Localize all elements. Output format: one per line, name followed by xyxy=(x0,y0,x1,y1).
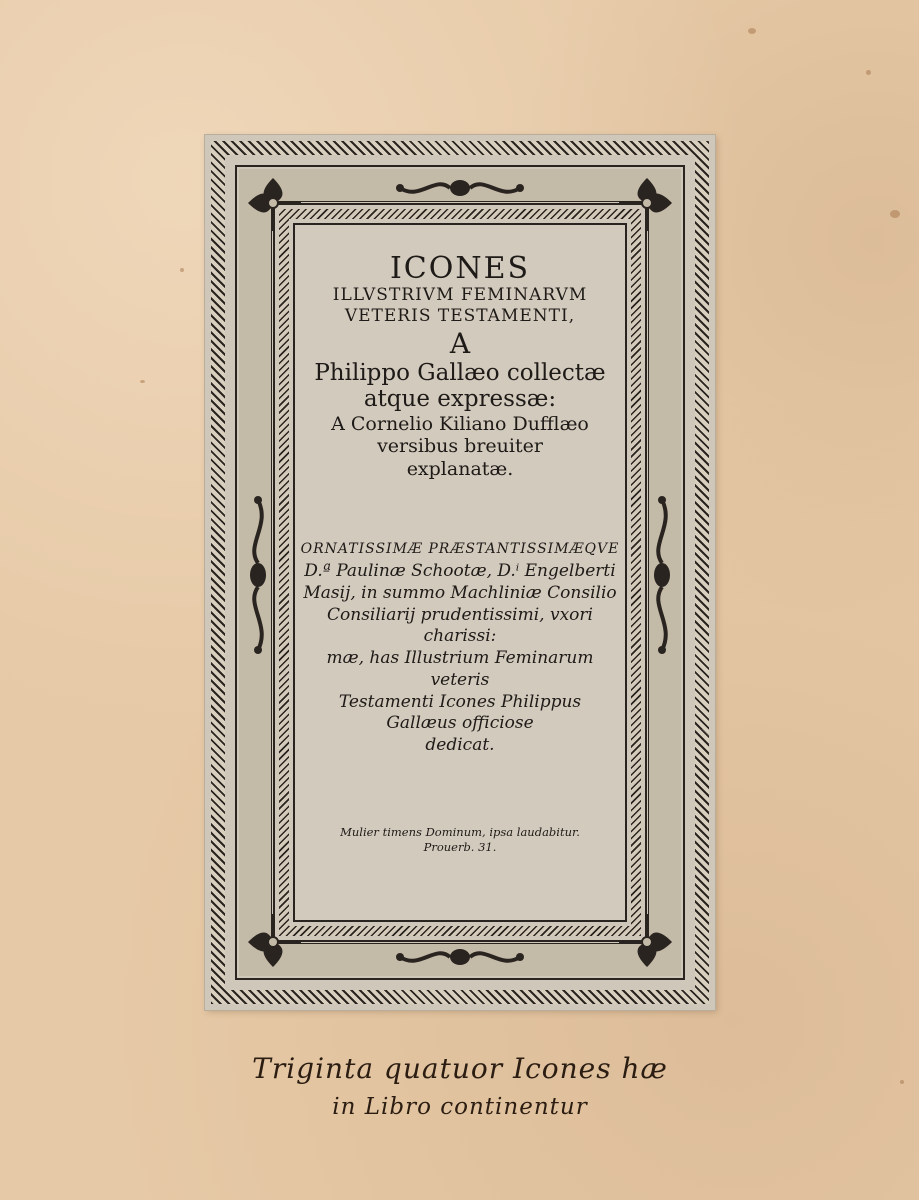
corner-ornament-icon xyxy=(243,173,303,233)
title-line: Philippo Gallæo collectæ xyxy=(314,359,606,386)
title-line: explanatæ. xyxy=(406,458,514,481)
handwritten-note-line: Triginta quatuor Icones hæ xyxy=(252,1052,668,1085)
foxing-spot xyxy=(140,380,145,383)
dedication-line: Gallæus officiose xyxy=(386,713,534,734)
foxing-spot xyxy=(890,210,900,218)
foxing-spot xyxy=(866,70,871,75)
foxing-spot xyxy=(900,1080,904,1084)
title-line: A Cornelio Kiliano Dufflæo xyxy=(331,412,589,435)
title-line: ICONES xyxy=(389,251,531,286)
dedication-line: D.ª Paulinæ Schootæ, D.ⁱ Engelberti xyxy=(304,561,616,582)
dedication-line: Consiliarij prudentissimi, vxori charissi: xyxy=(327,604,593,647)
corner-ornament-icon xyxy=(617,912,677,972)
corner-ornament-icon xyxy=(617,173,677,233)
dedication-line: Testamenti Icones Philippus xyxy=(338,691,582,712)
corner-ornament-icon xyxy=(243,912,303,972)
foxing-spot xyxy=(748,28,756,34)
scroll-ornament-icon xyxy=(649,490,675,660)
engraved-title-plate xyxy=(205,135,715,1010)
motto-reference: Prouerb. 31. xyxy=(423,840,497,855)
title-line: ILLVSTRIVM FEMINARVM xyxy=(332,284,588,305)
scroll-ornament-icon xyxy=(390,175,530,201)
scroll-ornament-icon xyxy=(390,944,530,970)
dedication-text xyxy=(295,561,625,757)
title-line: A xyxy=(449,327,471,360)
dedication-line: dedicat. xyxy=(425,735,495,756)
title-text-block xyxy=(295,253,625,856)
dedication-line: Masij, in summo Machliniæ Consilio xyxy=(303,582,617,603)
dedication-line: mæ, has Illustrium Feminarum veteris xyxy=(326,648,594,690)
dedication-heading: ORNATISSIMÆ PRÆSTANTISSIMÆQVE xyxy=(300,541,620,558)
title-line: versibus breuiter xyxy=(377,435,543,458)
title-line: VETERIS TESTAMENTI, xyxy=(344,305,576,326)
motto xyxy=(295,825,625,856)
scroll-ornament-icon xyxy=(245,490,271,660)
motto-line: Mulier timens Dominum, ipsa laudabitur. xyxy=(340,824,580,839)
foxing-spot xyxy=(180,268,184,272)
title-line: atque expressæ: xyxy=(363,386,557,413)
handwritten-note-line: in Libro continentur xyxy=(332,1094,588,1120)
